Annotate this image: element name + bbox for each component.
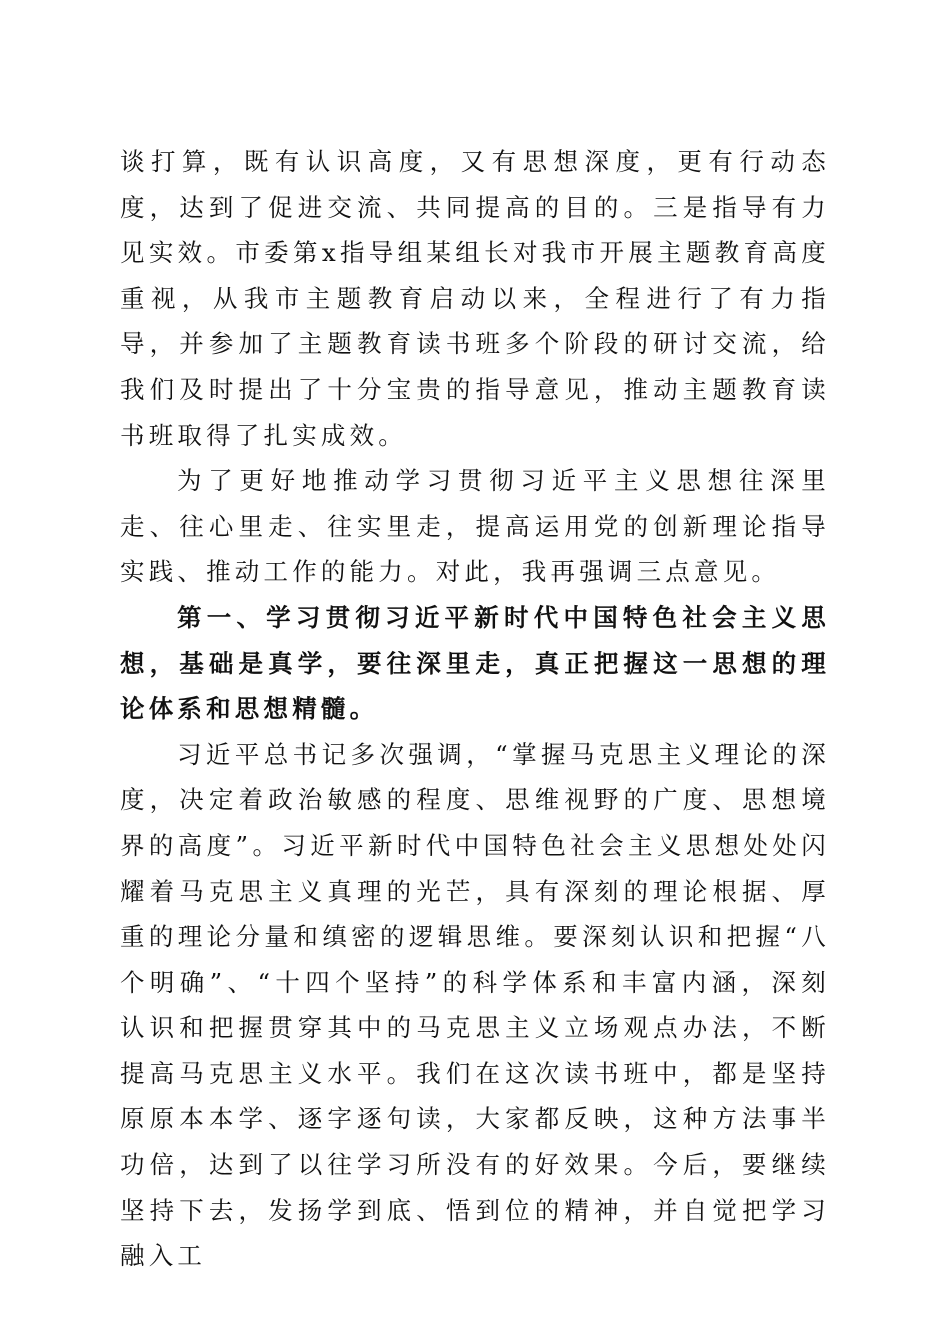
document-body [120, 139, 830, 1279]
paragraph-body: 习近平总书记多次强调，“掌握马克思主义理论的深度，决定着政治敏感的程度、思维视野的广度、思想境界的高度”。习近平新时代中国特色社会主义思想处处闪耀着马克思主义真理的光芒，具有深刻的理论根据、厚重的理论分量和缜密的逻辑思维。要深刻认识和把握“八个明确”、“十四个坚持”的科学体系和丰富内涵，深刻认识和把握贯穿其中的马克思主义立场观点办法，不断提高马克思主义水平。我们在这次读书班中，都是坚持原原本本学、逐字逐句读，大家都反映，这种方法事半功倍，达到了以往学习所没有的好效果。今后，要继续坚持下去，发扬学到底、悟到位的精神，并自觉把学习融入工 [120, 739, 830, 1271]
paragraph-continuation: 谈打算，既有认识高度，又有思想深度，更有行动态度，达到了促进交流、共同提高的目的。三是指导有力见实效。市委第x指导组某组长对我市开展主题教育高度重视，从我市主题教育启动以来，全程进行了有力指导，并参加了主题教育读书班多个阶段的研讨交流，给我们及时提出了十分宝贵的指导意见，推动主题教育读书班取得了扎实成效。 [120, 147, 830, 450]
section-heading-first: 第一、学习贯彻习近平新时代中国特色社会主义思想，基础是真学，要往深里走，真正把握这一思想的理论体系和思想精髓。 [120, 602, 830, 724]
paragraph-intro-three-points: 为了更好地推动学习贯彻习近平主义思想往深里走、往心里走、往实里走，提高运用党的创新理论指导实践、推动工作的能力。对此，我再强调三点意见。 [120, 466, 830, 587]
